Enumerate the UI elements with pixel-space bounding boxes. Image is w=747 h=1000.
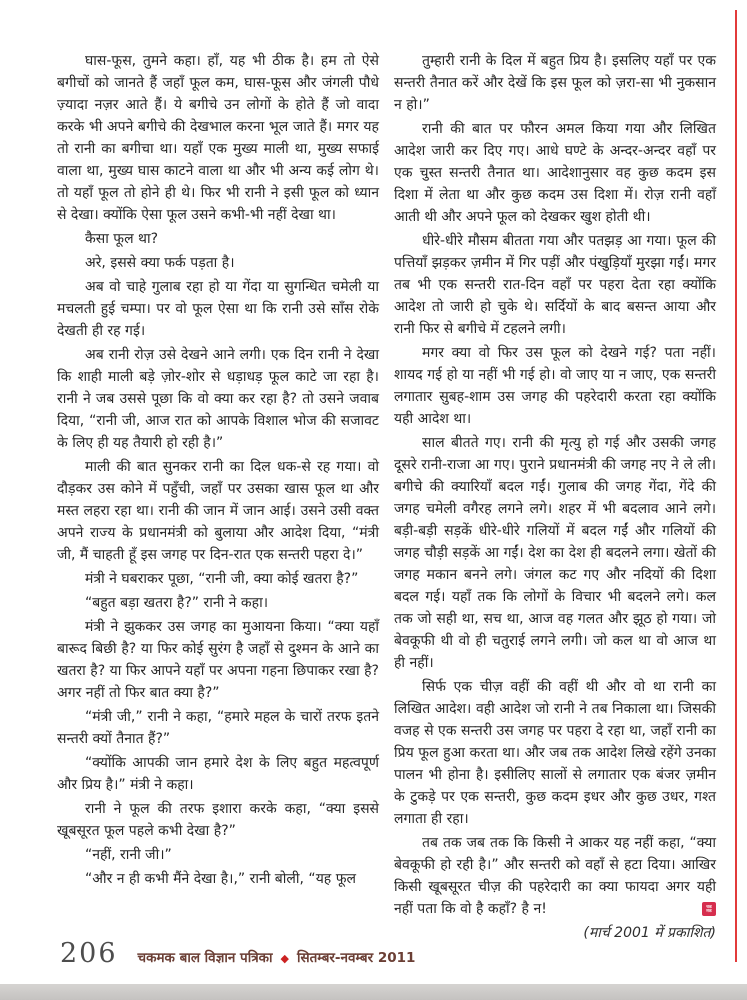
paragraph: रानी ने फूल की तरफ इशारा करके कहा, “क्या इससे खूबसूरत फूल पहले कभी देखा है?” — [57, 801, 379, 839]
paragraph: “मंत्री जी,” रानी ने कहा, “हमारे महल के चारों तरफ इतने सन्तरी क्यों तैनात हैं?” — [57, 709, 379, 747]
page-footer — [60, 938, 415, 969]
paragraph: कैसा फूल था? — [85, 231, 159, 247]
paragraph: अरे, इससे क्या फर्क पड़ता है। — [85, 255, 235, 271]
paragraph: “बहुत बड़ा खतरा है?” रानी ने कहा। — [85, 595, 269, 611]
chakmak-end-mark-logo: चक मक — [702, 902, 716, 916]
publication-note: (मार्च 2001 में प्रकाशित) — [583, 925, 716, 941]
paragraph: माली की बात सुनकर रानी का दिल धक-से रह गया। वो दौड़कर उस कोने में पहुँची, जहाँ पर उसका खास फूल था और मस्त लहरा रहा था। रानी की जान में जान आई। उसने उसी वक्त अपने राज्य के प्रधानमंत्री को बुलाया और आदेश दिया, “मंत्री जी, मैं चाहती हूँ इस जगह पर दिन-रात एक सन्तरी पहरा दे।” — [57, 459, 379, 563]
red-edge-line — [735, 10, 737, 962]
story-content — [57, 50, 717, 941]
right-column — [394, 50, 716, 941]
footer-magazine-line — [138, 948, 416, 966]
page-number: 206 — [60, 938, 118, 969]
paragraph: अब वो चाहे गुलाब रहा हो या गेंदा या सुगन्धित चमेली या मचलती हुई चम्पा। पर वो फूल ऐसा था कि रानी उसे साँस रोके देखती ही रह गई। — [57, 279, 379, 339]
paragraph: मंत्री ने घबराकर पूछा, “रानी जी, क्या कोई खतरा है?” — [85, 571, 359, 587]
magazine-title: चकमक बाल विज्ञान पत्रिका — [137, 950, 273, 966]
paragraph: “नहीं, रानी जी।” — [85, 847, 172, 863]
paragraph: तुम्हारी रानी के दिल में बहुत प्रिय है। इसलिए यहाँ पर एक सन्तरी तैनात करें और देखें कि इस फूल को ज़रा-सा भी नुकसान न हो।” — [394, 53, 716, 113]
paragraph: मगर क्या वो फिर उस फूल को देखने गई? पता नहीं। शायद गई हो या नहीं भी गई हो। वो जाए या न जाए, एक सन्तरी लगातार सुबह-शाम उस जगह की पहरेदारी करता रहा क्योंकि यही आदेश था। — [394, 345, 716, 427]
paragraph: धीरे-धीरे मौसम बीतता गया और पतझड़ आ गया। फूल की पत्तियाँ झड़कर ज़मीन में गिर पड़ीं और पंखुड़ियाँ मुरझा गईं। मगर तब भी एक सन्तरी रात-दिन वहाँ पर पहरा देता रहा क्योंकि आदेश तो जारी हो चुके थे। सर्दियों के बाद बसन्त आया और रानी फिर से बगीचे में टहलने लगी। — [394, 233, 716, 337]
paragraph: “क्योंकि आपकी जान हमारे देश के लिए बहुत महत्वपूर्ण और प्रिय है।” मंत्री ने कहा। — [57, 755, 379, 793]
paragraph: मंत्री ने झुककर उस जगह का मुआयना किया। “क्या यहाँ बारूद बिछी है? या फिर कोई सुरंग है जहाँ से दुश्मन के आने का खतरा है? या फिर आपने यहाँ पर अपना गहना छिपाकर रखा है? अगर नहीं तो फिर बात क्या है?” — [57, 619, 379, 701]
paragraph: सिर्फ एक चीज़ वहीं की वहीं थी और वो था रानी का लिखित आदेश। वही आदेश जो रानी ने तब निकाला था। जिसकी वजह से एक सन्तरी उस जगह पर पहरा दे रहा था, जहाँ रानी का प्रिय फूल हुआ करता था। और जब तक आदेश लिखे रहेंगे उनका पालन भी होना है। इसीलिए सालों से लगातार एक बंजर ज़मीन के टुकड़े पर एक सन्तरी, कुछ कदम इधर और कुछ उधर, गश्त लगाता ही रहा। — [394, 679, 716, 827]
paragraph: साल बीतते गए। रानी की मृत्यु हो गई और उसकी जगह दूसरे रानी-राजा आ गए। पुराने प्रधानमंत्री की जगह नए ने ले ली। बगीचे की क्यारियाँ बदल गईं। गुलाब की जगह गेंदा, गेंदे की जगह चमेली वगैरह लगने लगे। शहर में भी बदलाव आने लगे। बड़ी-बड़ी सड़कें धीरे-धीरे गलियों में बदल गईं और गलियों की जगह चौड़ी सड़कें आ गईं। देश का देश ही बदलने लगा। खेतों की जगह मकान बनने लगे। जंगल कट गए और नदियों की दिशा बदल गई। यहाँ तक कि लोगों के विचार भी बदलने लगे। कल तक जो सही था, सच था, आज वह गलत और झूठ हो गया। जो बेवकूफी थी वो ही चतुराई लगने लगी। जो कल था वो आज था ही नहीं। — [394, 435, 716, 671]
paragraph: “और न ही कभी मैंने देखा है।,” रानी बोली, “यह फूल — [85, 871, 356, 887]
left-column — [57, 50, 379, 930]
paragraph: घास-फूस, तुमने कहा। हाँ, यह भी ठीक है। हम तो ऐसे बगीचों को जानते हैं जहाँ फूल कम, घास-फूस और जंगली पौधे ज़्यादा नज़र आते हैं। ये बगीचे उन लोगों के होते हैं जो वादा करके भी अपने बगीचे की देखभाल करना भूल जाते हैं। मगर यह तो रानी का बगीचा था। यहाँ एक मुख्य माली था, मुख्य सफाई वाला था, मुख्य घास काटने वाला था और भी अन्य कई लोग थे। तो यहाँ फूल तो होने ही थे। फिर भी रानी ने इसी फूल को ध्यान से देखा। क्योंकि ऐसा फूल उसने कभी-भी नहीं देखा था। — [57, 53, 379, 223]
paragraph: रानी की बात पर फौरन अमल किया गया और लिखित आदेश जारी कर दिए गए। आधे घण्टे के अन्दर-अन्दर वहाँ पर एक चुस्त सन्तरी तैनात था। आदेशानुसार वह कुछ कदम इस दिशा में लेता था और कुछ कदम उस दिशा में। रोज़ रानी वहाँ आती थी और अपने फूल को देखकर खुश होती थी। — [394, 121, 716, 225]
issue-date: सितम्बर-नवम्बर 2011 — [296, 950, 416, 966]
right-column-text — [394, 50, 716, 920]
diamond-icon: ◆ — [280, 952, 289, 965]
paragraph: अब रानी रोज़ उसे देखने आने लगी। एक दिन रानी ने देखा कि शाही माली बड़े ज़ोर-शोर से धड़ाधड़ फूल काटे जा रहा है। रानी ने जब उससे पूछा कि वो क्या कर रहा है? तो उसने जवाब दिया, “रानी जी, आज रात को आपके विशाल भोज की सजावट के लिए ही यह तैयारी हो रही है।” — [57, 347, 379, 451]
paragraph: तब तक जब तक कि किसी ने आकर यह नहीं कहा, “क्या बेवकूफी हो रही है।” और सन्तरी को वहाँ से हटा दिया। आखिर किसी खूबसूरत चीज़ की पहरेदारी का क्या फायदा अगर यही नहीं पता कि वो है कहाँ? है न! चक मक — [394, 835, 716, 917]
page-bottom-edge — [0, 984, 747, 1000]
